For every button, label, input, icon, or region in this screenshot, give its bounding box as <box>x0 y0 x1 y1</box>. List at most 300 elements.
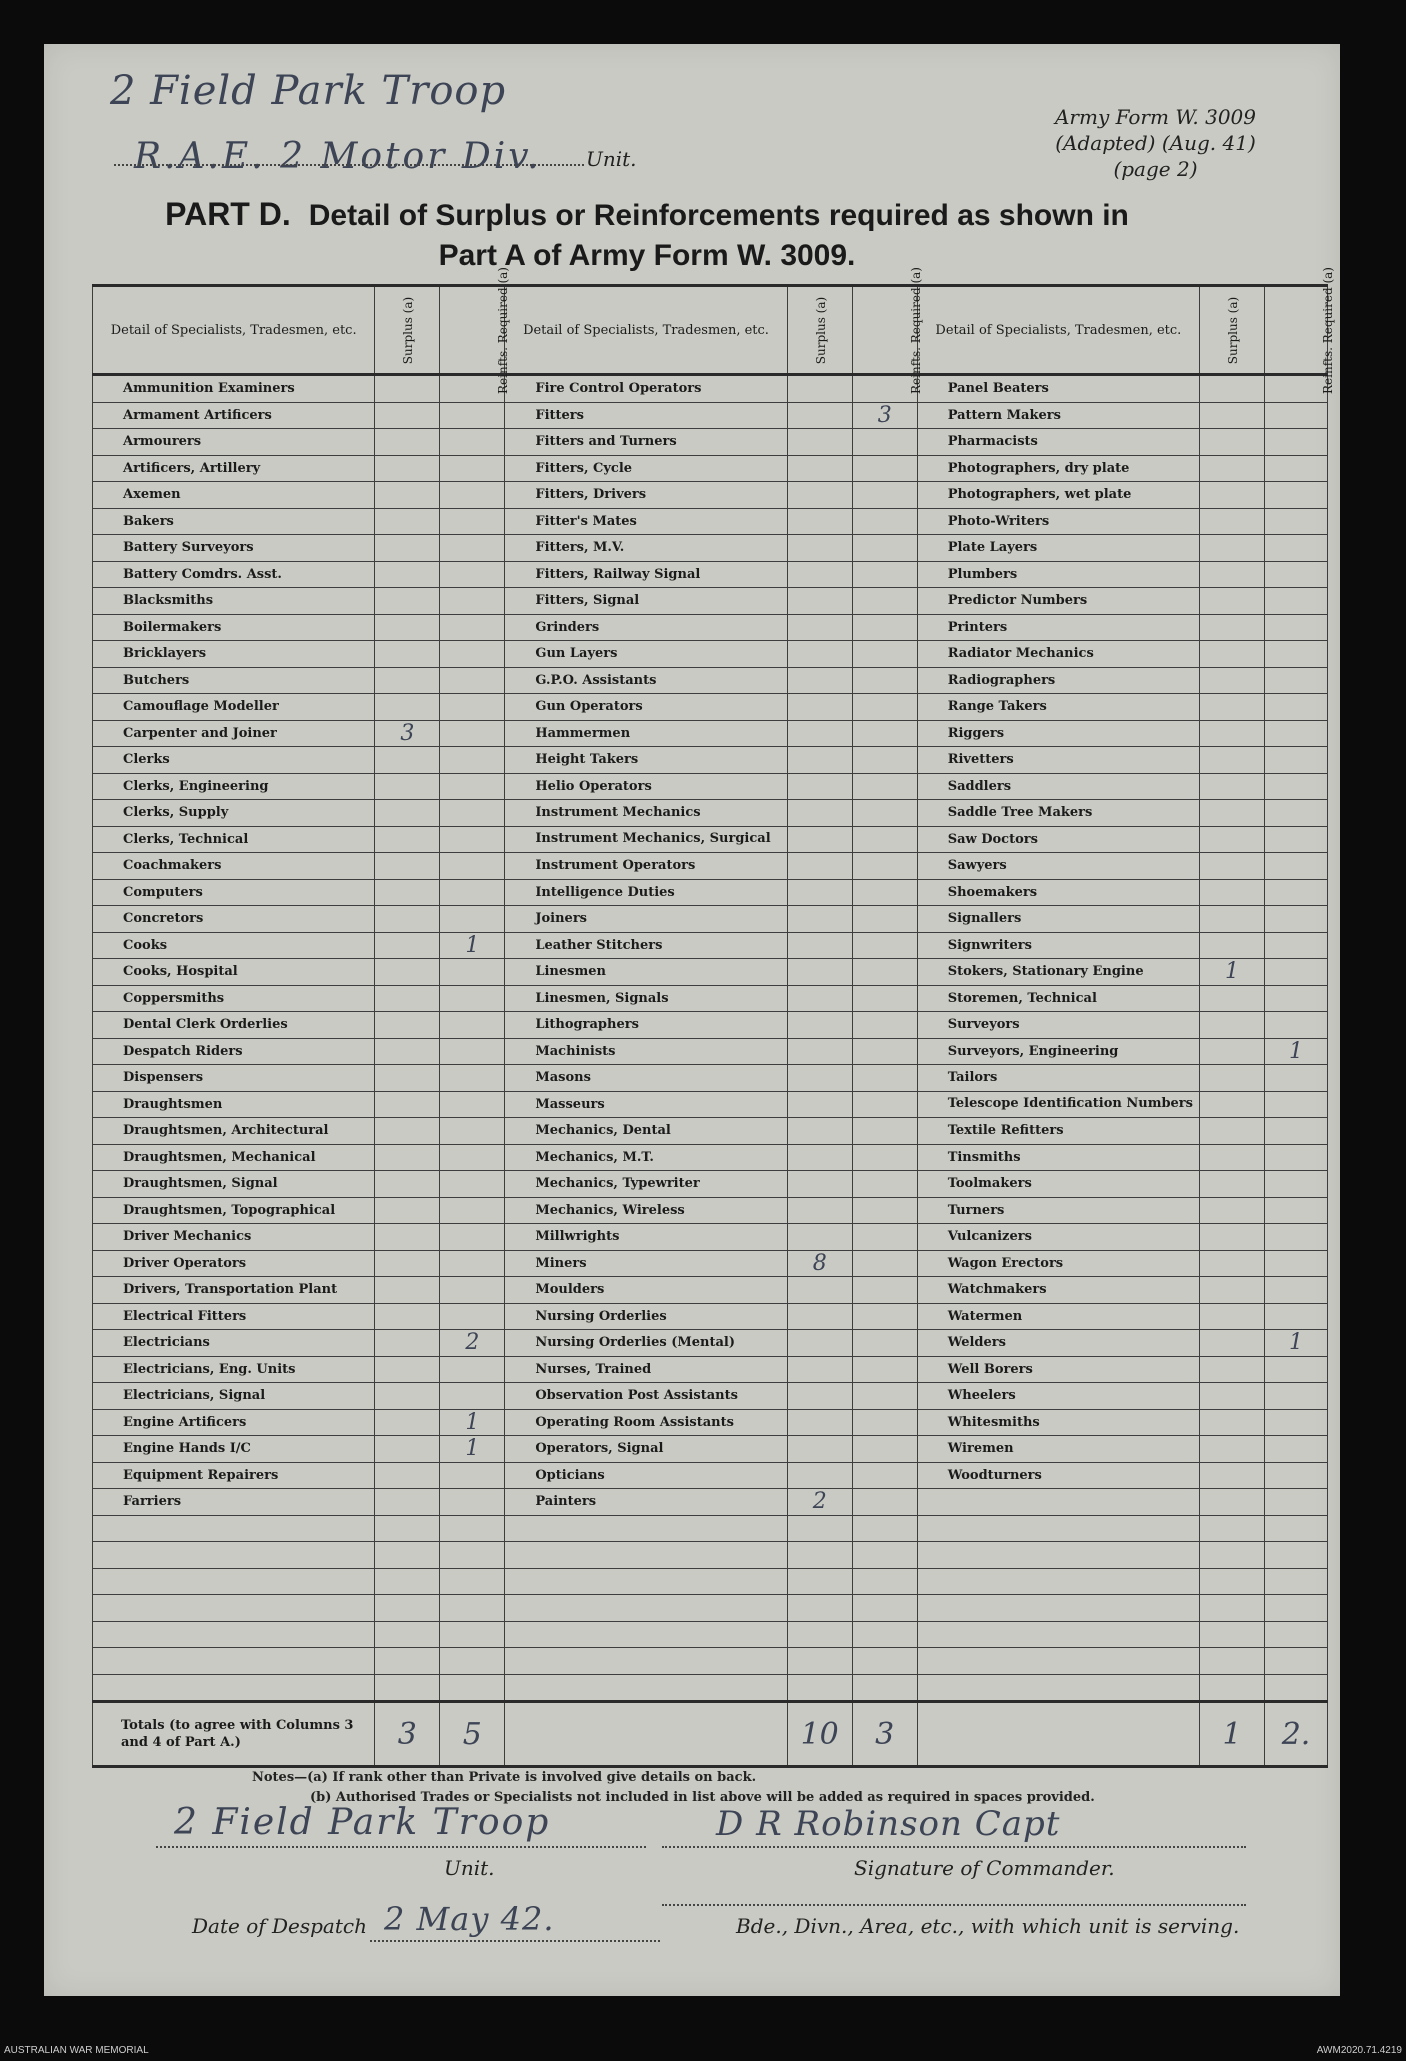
trade-name: Saw Doctors <box>917 826 1199 853</box>
trade-name: Pattern Makers <box>917 402 1199 429</box>
table-row <box>93 906 1328 933</box>
reinf-cell <box>1265 747 1328 774</box>
surplus-cell <box>375 1224 440 1251</box>
trade-name: Fitters, M.V. <box>505 535 787 562</box>
reinf-cell <box>440 853 505 880</box>
blank-cell <box>505 1621 787 1648</box>
blank-cell <box>787 1621 852 1648</box>
surplus-cell <box>787 747 852 774</box>
trade-name: Ammunition Examiners <box>93 375 375 403</box>
reinf-cell <box>852 641 917 668</box>
reinf-cell <box>440 1012 505 1039</box>
surplus-cell <box>1200 535 1265 562</box>
trade-name: Fitter's Mates <box>505 508 787 535</box>
surplus-cell <box>787 1436 852 1463</box>
table-row <box>93 747 1328 774</box>
trade-name: Driver Operators <box>93 1250 375 1277</box>
trade-name: Linesmen <box>505 959 787 986</box>
reinf-cell <box>1265 1118 1328 1145</box>
surplus-cell <box>1200 1436 1265 1463</box>
surplus-cell <box>375 985 440 1012</box>
table-row <box>93 1303 1328 1330</box>
blank-cell <box>375 1542 440 1569</box>
surplus-cell <box>787 1038 852 1065</box>
surplus-cell <box>787 1303 852 1330</box>
trade-name: Watermen <box>917 1303 1199 1330</box>
surplus-cell <box>787 694 852 721</box>
table-row <box>93 1065 1328 1092</box>
trade-name: Armourers <box>93 429 375 456</box>
totals-blank <box>917 1702 1199 1767</box>
surplus-cell <box>1200 1383 1265 1410</box>
surplus-cell <box>1200 985 1265 1012</box>
surplus-cell <box>375 641 440 668</box>
reinf-cell <box>852 879 917 906</box>
trade-name: Butchers <box>93 667 375 694</box>
reinf-cell <box>1265 959 1328 986</box>
blank-cell <box>917 1674 1199 1702</box>
surplus-cell <box>375 826 440 853</box>
reinf-cell <box>440 508 505 535</box>
trade-name: Toolmakers <box>917 1171 1199 1198</box>
table-row <box>93 959 1328 986</box>
reinf-cell <box>1265 455 1328 482</box>
table-row <box>93 1409 1328 1436</box>
table-row <box>93 1144 1328 1171</box>
blank-cell <box>1265 1515 1328 1542</box>
trade-name: Helio Operators <box>505 773 787 800</box>
reinf-cell <box>440 720 505 747</box>
col-header-detail: Detail of Specialists, Tradesmen, etc. <box>505 286 787 375</box>
blank-cell <box>852 1595 917 1622</box>
trade-name: Equipment Repairers <box>93 1462 375 1489</box>
surplus-cell <box>787 1012 852 1039</box>
reinf-cell <box>440 667 505 694</box>
surplus-cell <box>1200 1038 1265 1065</box>
reinf-cell <box>1265 1144 1328 1171</box>
surplus-cell <box>787 508 852 535</box>
trade-name: Photo-Writers <box>917 508 1199 535</box>
trade-name: Predictor Numbers <box>917 588 1199 615</box>
title-line1: Detail of Surplus or Reinforcements required as shown in <box>308 199 1129 232</box>
table-row <box>93 1250 1328 1277</box>
blank-row <box>93 1542 1328 1569</box>
table-row <box>93 375 1328 403</box>
col-header-reinf: Reinfts. Required (a) <box>440 286 505 375</box>
trade-name: Vulcanizers <box>917 1224 1199 1251</box>
total-reinf-3: 2. <box>1265 1702 1328 1767</box>
trade-name: Telescope Identification Numbers <box>917 1091 1199 1118</box>
trade-name: Dispensers <box>93 1065 375 1092</box>
reinf-cell <box>440 455 505 482</box>
surplus-cell <box>1200 402 1265 429</box>
blank-cell <box>93 1595 375 1622</box>
table-row <box>93 614 1328 641</box>
reinf-cell <box>440 1171 505 1198</box>
trade-name: Opticians <box>505 1462 787 1489</box>
blank-cell <box>505 1568 787 1595</box>
reinf-cell <box>1265 853 1328 880</box>
trade-name: Bakers <box>93 508 375 535</box>
trade-name: Clerks, Technical <box>93 826 375 853</box>
table-row <box>93 932 1328 959</box>
reinf-cell <box>440 1038 505 1065</box>
reinf-cell <box>1265 932 1328 959</box>
trade-name: Miners <box>505 1250 787 1277</box>
surplus-cell <box>375 1277 440 1304</box>
reinf-cell <box>852 1383 917 1410</box>
trade-name: Boilermakers <box>93 614 375 641</box>
reinf-cell <box>440 561 505 588</box>
surplus-cell <box>1200 1171 1265 1198</box>
surplus-cell <box>1200 1224 1265 1251</box>
table-row <box>93 1383 1328 1410</box>
blank-cell <box>440 1621 505 1648</box>
totals-row <box>93 1702 1328 1767</box>
blank-cell <box>1265 1621 1328 1648</box>
surplus-cell <box>375 1091 440 1118</box>
form-ref-line2: (Adapted) (Aug. 41) <box>1055 131 1256 155</box>
caption-right: AWM2020.71.4219 <box>1316 2045 1402 2056</box>
surplus-cell <box>375 614 440 641</box>
surplus-cell <box>1200 906 1265 933</box>
reinf-cell <box>1265 1197 1328 1224</box>
surplus-cell <box>1200 1250 1265 1277</box>
trade-name: Well Borers <box>917 1356 1199 1383</box>
surplus-cell <box>787 641 852 668</box>
blank-cell <box>93 1674 375 1702</box>
table-row <box>93 773 1328 800</box>
reinf-cell <box>852 906 917 933</box>
reinf-cell <box>1265 1356 1328 1383</box>
trade-name: Photographers, wet plate <box>917 482 1199 509</box>
blank-cell <box>1200 1595 1265 1622</box>
blank-row <box>93 1674 1328 1702</box>
reinf-cell: 3 <box>852 402 917 429</box>
surplus-cell <box>375 1144 440 1171</box>
blank-cell <box>852 1621 917 1648</box>
surplus-cell <box>375 508 440 535</box>
blank-cell <box>852 1515 917 1542</box>
blank-cell <box>93 1542 375 1569</box>
reinf-cell <box>852 455 917 482</box>
table-row <box>93 535 1328 562</box>
reinf-cell <box>440 1489 505 1516</box>
reinf-cell <box>440 985 505 1012</box>
surplus-cell <box>375 535 440 562</box>
surplus-cell <box>1200 1091 1265 1118</box>
surplus-cell <box>787 932 852 959</box>
trade-name: Wheelers <box>917 1383 1199 1410</box>
reinf-cell <box>852 1303 917 1330</box>
blank-cell <box>93 1648 375 1675</box>
surplus-cell <box>787 1197 852 1224</box>
reinf-cell <box>1265 1012 1328 1039</box>
surplus-cell <box>1200 694 1265 721</box>
trade-name: Camouflage Modeller <box>93 694 375 721</box>
surplus-cell <box>1200 826 1265 853</box>
trade-name: Computers <box>93 879 375 906</box>
table-row <box>93 1330 1328 1357</box>
reinf-cell <box>1265 906 1328 933</box>
surplus-cell <box>787 455 852 482</box>
surplus-cell <box>1200 747 1265 774</box>
table-row <box>93 1118 1328 1145</box>
reinf-cell <box>1265 1224 1328 1251</box>
surplus-cell <box>787 1383 852 1410</box>
trade-name: Stokers, Stationary Engine <box>917 959 1199 986</box>
reinf-cell: 1 <box>440 932 505 959</box>
trade-name: Draughtsmen, Topographical <box>93 1197 375 1224</box>
col-header-surplus: Surplus (a) <box>1200 286 1265 375</box>
reinf-cell <box>852 1462 917 1489</box>
trade-name: Welders <box>917 1330 1199 1357</box>
trade-name: Mechanics, Wireless <box>505 1197 787 1224</box>
reinf-cell <box>1265 535 1328 562</box>
trade-name: Tinsmiths <box>917 1144 1199 1171</box>
surplus-cell <box>375 1409 440 1436</box>
table-row <box>93 455 1328 482</box>
table-row <box>93 1277 1328 1304</box>
surplus-cell <box>787 402 852 429</box>
reinf-cell <box>440 1091 505 1118</box>
surplus-cell <box>375 482 440 509</box>
blank-cell <box>787 1648 852 1675</box>
trade-name: Gun Layers <box>505 641 787 668</box>
surplus-cell <box>375 561 440 588</box>
trade-name: Masons <box>505 1065 787 1092</box>
reinf-cell <box>852 1091 917 1118</box>
surplus-cell <box>1200 375 1265 403</box>
reinf-cell <box>440 959 505 986</box>
surplus-cell <box>1200 879 1265 906</box>
surplus-cell <box>375 1171 440 1198</box>
trade-name: Engine Hands I/C <box>93 1436 375 1463</box>
col-header-surplus: Surplus (a) <box>375 286 440 375</box>
blank-cell <box>1265 1542 1328 1569</box>
trade-name: Cooks <box>93 932 375 959</box>
blank-cell <box>1265 1595 1328 1622</box>
trade-name: Operators, Signal <box>505 1436 787 1463</box>
reinf-cell <box>852 1065 917 1092</box>
trade-name: Wagon Erectors <box>917 1250 1199 1277</box>
total-surplus-3: 1 <box>1200 1702 1265 1767</box>
surplus-cell <box>787 959 852 986</box>
reinf-cell <box>440 535 505 562</box>
trade-name: Draughtsmen, Signal <box>93 1171 375 1198</box>
trade-name: Height Takers <box>505 747 787 774</box>
surplus-cell <box>787 561 852 588</box>
table-row <box>93 1171 1328 1198</box>
unit-handwritten-line2: R.A.E. 2 Motor Div. <box>134 136 542 177</box>
reinf-cell <box>852 1224 917 1251</box>
trade-name: Fitters, Cycle <box>505 455 787 482</box>
trade-name: Signallers <box>917 906 1199 933</box>
reinf-cell <box>852 1489 917 1516</box>
surplus-cell <box>787 773 852 800</box>
reinf-cell <box>440 800 505 827</box>
surplus-cell <box>1200 482 1265 509</box>
form-title <box>44 194 1250 276</box>
form-ref-line1: Army Form W. 3009 <box>1054 105 1256 129</box>
surplus-cell <box>787 1277 852 1304</box>
surplus-cell <box>1200 853 1265 880</box>
trade-name: Millwrights <box>505 1224 787 1251</box>
blank-cell <box>375 1648 440 1675</box>
trade-name: Plumbers <box>917 561 1199 588</box>
table-row <box>93 561 1328 588</box>
reinf-cell <box>440 694 505 721</box>
reinf-cell <box>440 1356 505 1383</box>
reinf-cell <box>1265 826 1328 853</box>
trade-name: Gun Operators <box>505 694 787 721</box>
note-a: Notes—(a) If rank other than Private is involved give details on back. <box>252 1770 757 1785</box>
reinf-cell <box>852 1250 917 1277</box>
trade-name: Operating Room Assistants <box>505 1409 787 1436</box>
reinf-cell <box>440 588 505 615</box>
surplus-cell <box>375 455 440 482</box>
table-row <box>93 879 1328 906</box>
surplus-cell <box>375 773 440 800</box>
surplus-cell <box>375 1330 440 1357</box>
trade-name: Clerks, Engineering <box>93 773 375 800</box>
trade-name: Fitters and Turners <box>505 429 787 456</box>
trade-name: Sawyers <box>917 853 1199 880</box>
col-header-detail: Detail of Specialists, Tradesmen, etc. <box>917 286 1199 375</box>
reinf-cell <box>1265 1171 1328 1198</box>
totals-blank <box>505 1702 787 1767</box>
reinf-cell <box>852 482 917 509</box>
blank-cell <box>505 1648 787 1675</box>
trade-name: Carpenter and Joiner <box>93 720 375 747</box>
reinf-cell <box>440 1197 505 1224</box>
commander-signature: D R Robinson Capt <box>716 1804 1061 1844</box>
table-row <box>93 853 1328 880</box>
surplus-cell <box>1200 1303 1265 1330</box>
trade-name: Saddle Tree Makers <box>917 800 1199 827</box>
blank-cell <box>917 1568 1199 1595</box>
table-row <box>93 1197 1328 1224</box>
blank-cell <box>440 1648 505 1675</box>
trade-name: Coachmakers <box>93 853 375 880</box>
table-row <box>93 1038 1328 1065</box>
reinf-cell <box>852 1277 917 1304</box>
surplus-cell <box>787 375 852 403</box>
reinf-cell <box>852 508 917 535</box>
reinf-cell <box>440 1118 505 1145</box>
blank-cell <box>917 1648 1199 1675</box>
blank-cell <box>440 1515 505 1542</box>
surplus-cell <box>787 1144 852 1171</box>
trade-name: Machinists <box>505 1038 787 1065</box>
signature-label: Signature of Commander. <box>854 1856 1115 1880</box>
trade-name: Masseurs <box>505 1091 787 1118</box>
reinf-cell <box>852 588 917 615</box>
blank-cell <box>917 1621 1199 1648</box>
surplus-cell <box>375 1356 440 1383</box>
surplus-cell <box>787 1224 852 1251</box>
table-body <box>93 375 1328 1767</box>
reinf-cell <box>440 1303 505 1330</box>
surplus-cell <box>375 1436 440 1463</box>
reinf-cell <box>852 959 917 986</box>
blank-cell <box>375 1674 440 1702</box>
reinf-cell <box>440 641 505 668</box>
reinf-cell <box>852 1436 917 1463</box>
surplus-cell <box>1200 429 1265 456</box>
trade-name: Printers <box>917 614 1199 641</box>
total-surplus-2: 10 <box>787 1702 852 1767</box>
trade-name: Fitters <box>505 402 787 429</box>
surplus-cell <box>375 402 440 429</box>
reinf-cell <box>852 800 917 827</box>
trade-name: Draughtsmen, Mechanical <box>93 1144 375 1171</box>
trade-name: Lithographers <box>505 1012 787 1039</box>
reinf-cell <box>440 429 505 456</box>
surplus-cell <box>787 800 852 827</box>
surplus-cell <box>375 1383 440 1410</box>
reinf-cell: 1 <box>440 1409 505 1436</box>
reinf-cell <box>1265 1409 1328 1436</box>
title-line2: Part A of Army Form W. 3009. <box>438 239 856 272</box>
trade-name: Instrument Operators <box>505 853 787 880</box>
reinf-cell <box>440 747 505 774</box>
col-header-detail: Detail of Specialists, Tradesmen, etc. <box>93 286 375 375</box>
reinf-cell <box>1265 800 1328 827</box>
blank-cell <box>787 1515 852 1542</box>
reinf-cell <box>1265 1277 1328 1304</box>
note-b: (b) Authorised Trades or Specialists not included in list above will be added as required in spaces provided. <box>310 1790 1095 1805</box>
trade-name: Shoemakers <box>917 879 1199 906</box>
reinf-cell <box>440 614 505 641</box>
surplus-cell <box>787 906 852 933</box>
trade-name: Moulders <box>505 1277 787 1304</box>
reinf-cell: 1 <box>440 1436 505 1463</box>
table-row <box>93 1091 1328 1118</box>
table-row <box>93 588 1328 615</box>
blank-cell <box>440 1674 505 1702</box>
surplus-cell <box>375 959 440 986</box>
blank-cell <box>852 1674 917 1702</box>
reinf-cell <box>852 375 917 403</box>
surplus-cell <box>1200 1197 1265 1224</box>
trade-name: Instrument Mechanics, Surgical <box>505 826 787 853</box>
table-row <box>93 694 1328 721</box>
surplus-cell <box>375 375 440 403</box>
reinf-cell <box>440 482 505 509</box>
reinf-cell <box>852 667 917 694</box>
total-reinf-2: 3 <box>852 1702 917 1767</box>
trade-name: Surveyors, Engineering <box>917 1038 1199 1065</box>
blank-cell <box>917 1595 1199 1622</box>
reinf-cell <box>1265 1065 1328 1092</box>
trade-name: Axemen <box>93 482 375 509</box>
table-row <box>93 720 1328 747</box>
reinf-cell <box>1265 375 1328 403</box>
surplus-cell <box>787 720 852 747</box>
table-row <box>93 1224 1328 1251</box>
table-row <box>93 1489 1328 1516</box>
trade-name: Bricklayers <box>93 641 375 668</box>
trade-name: Fire Control Operators <box>505 375 787 403</box>
unit-label: Unit. <box>586 147 637 171</box>
reinf-cell <box>1265 641 1328 668</box>
blank-cell <box>1200 1515 1265 1542</box>
surplus-cell <box>787 588 852 615</box>
surplus-cell <box>1200 800 1265 827</box>
surplus-cell <box>787 1462 852 1489</box>
blank-row <box>93 1595 1328 1622</box>
